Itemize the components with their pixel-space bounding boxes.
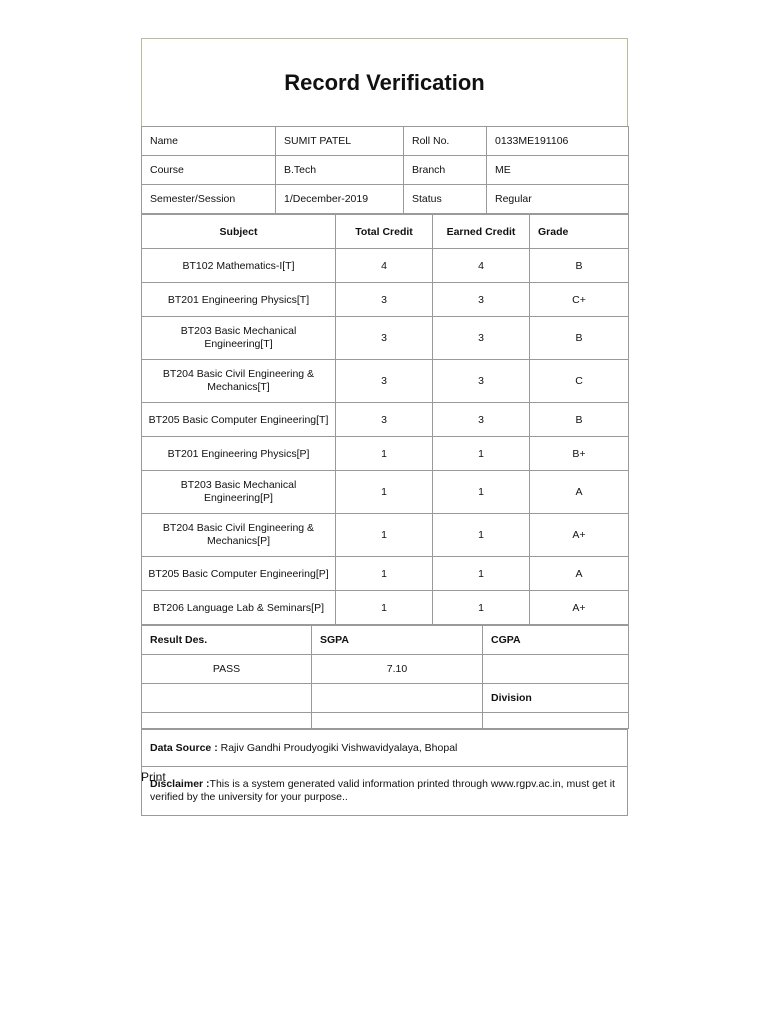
table-row [142,403,629,437]
division-value-row [142,713,629,729]
total-credit-header: Total Credit [336,215,433,249]
branch-label: Branch [404,156,487,185]
total-credit-cell: 1 [336,471,433,514]
table-row [142,317,629,360]
roll-label: Roll No. [404,127,487,156]
total-credit-cell: 3 [336,360,433,403]
data-source [142,730,628,767]
grade-cell: A [530,557,629,591]
division-value [483,713,629,729]
earned-credit-cell: 1 [433,557,530,591]
grade-cell: A+ [530,591,629,625]
print-button[interactable]: Print [141,770,166,784]
disclaimer-label: Disclaimer : [150,778,210,790]
subject-cell: BT205 Basic Computer Engineering[P] [142,557,336,591]
marks-table [141,214,629,625]
status-label: Status [404,185,487,214]
subject-cell: BT206 Language Lab & Seminars[P] [142,591,336,625]
earned-credit-cell: 1 [433,514,530,557]
sgpa-label: SGPA [312,626,483,655]
info-row-course [142,156,629,185]
total-credit-cell: 1 [336,557,433,591]
grade-cell: B+ [530,437,629,471]
total-credit-cell: 3 [336,403,433,437]
info-row-name [142,127,629,156]
division-label: Division [483,684,629,713]
record-sheet [141,38,628,816]
grade-cell: B [530,403,629,437]
earned-credit-cell: 1 [433,471,530,514]
page-title: Record Verification [284,69,485,95]
total-credit-cell: 3 [336,317,433,360]
footer-table [141,729,628,816]
title-box [141,38,628,126]
result-header-row [142,626,629,655]
table-row [142,437,629,471]
data-source-row [142,730,628,767]
subject-header: Subject [142,215,336,249]
table-row [142,360,629,403]
earned-credit-header: Earned Credit [433,215,530,249]
info-row-session [142,185,629,214]
name-label: Name [142,127,276,156]
total-credit-cell: 3 [336,283,433,317]
total-credit-cell: 1 [336,591,433,625]
sgpa-value: 7.10 [312,655,483,684]
session-label: Semester/Session [142,185,276,214]
table-row [142,283,629,317]
cgpa-label: CGPA [483,626,629,655]
course-label: Course [142,156,276,185]
result-label: Result Des. [142,626,312,655]
earned-credit-cell: 4 [433,249,530,283]
subject-cell: BT204 Basic Civil Engineering & Mechanics[P] [142,514,336,557]
table-row [142,591,629,625]
grade-cell: B [530,317,629,360]
result-table [141,625,629,729]
empty-cell [142,684,312,713]
course-value: B.Tech [276,156,404,185]
branch-value: ME [487,156,629,185]
status-value: Regular [487,185,629,214]
disclaimer [142,767,628,816]
name-value: SUMIT PATEL [276,127,404,156]
grade-cell: B [530,249,629,283]
earned-credit-cell: 3 [433,403,530,437]
disclaimer-text: This is a system generated valid information printed through www.rgpv.ac.in, must get it verified by the university for your purpose.. [150,778,615,803]
division-row [142,684,629,713]
disclaimer-row [142,767,628,816]
subject-cell: BT203 Basic Mechanical Engineering[T] [142,317,336,360]
grade-cell: C [530,360,629,403]
subject-cell: BT204 Basic Civil Engineering & Mechanics[T] [142,360,336,403]
table-row [142,557,629,591]
table-row [142,249,629,283]
data-source-value: Rajiv Gandhi Proudyogiki Vishwavidyalaya, Bhopal [217,742,458,754]
earned-credit-cell: 1 [433,437,530,471]
table-row [142,471,629,514]
grade-header: Grade [530,215,629,249]
roll-value: 0133ME191106 [487,127,629,156]
subject-cell: BT201 Engineering Physics[P] [142,437,336,471]
earned-credit-cell: 3 [433,360,530,403]
grade-cell: C+ [530,283,629,317]
grade-cell: A+ [530,514,629,557]
marks-header-row [142,215,629,249]
empty-cell [312,684,483,713]
result-value-row [142,655,629,684]
cgpa-value [483,655,629,684]
earned-credit-cell: 3 [433,283,530,317]
empty-cell [142,713,312,729]
subject-cell: BT201 Engineering Physics[T] [142,283,336,317]
earned-credit-cell: 3 [433,317,530,360]
empty-cell [312,713,483,729]
student-info-table [141,126,629,214]
subject-cell: BT205 Basic Computer Engineering[T] [142,403,336,437]
session-value: 1/December-2019 [276,185,404,214]
grade-cell: A [530,471,629,514]
table-row [142,514,629,557]
subject-cell: BT102 Mathematics-I[T] [142,249,336,283]
earned-credit-cell: 1 [433,591,530,625]
subject-cell: BT203 Basic Mechanical Engineering[P] [142,471,336,514]
total-credit-cell: 1 [336,437,433,471]
total-credit-cell: 4 [336,249,433,283]
data-source-label: Data Source : [150,742,218,754]
total-credit-cell: 1 [336,514,433,557]
result-value: PASS [142,655,312,684]
